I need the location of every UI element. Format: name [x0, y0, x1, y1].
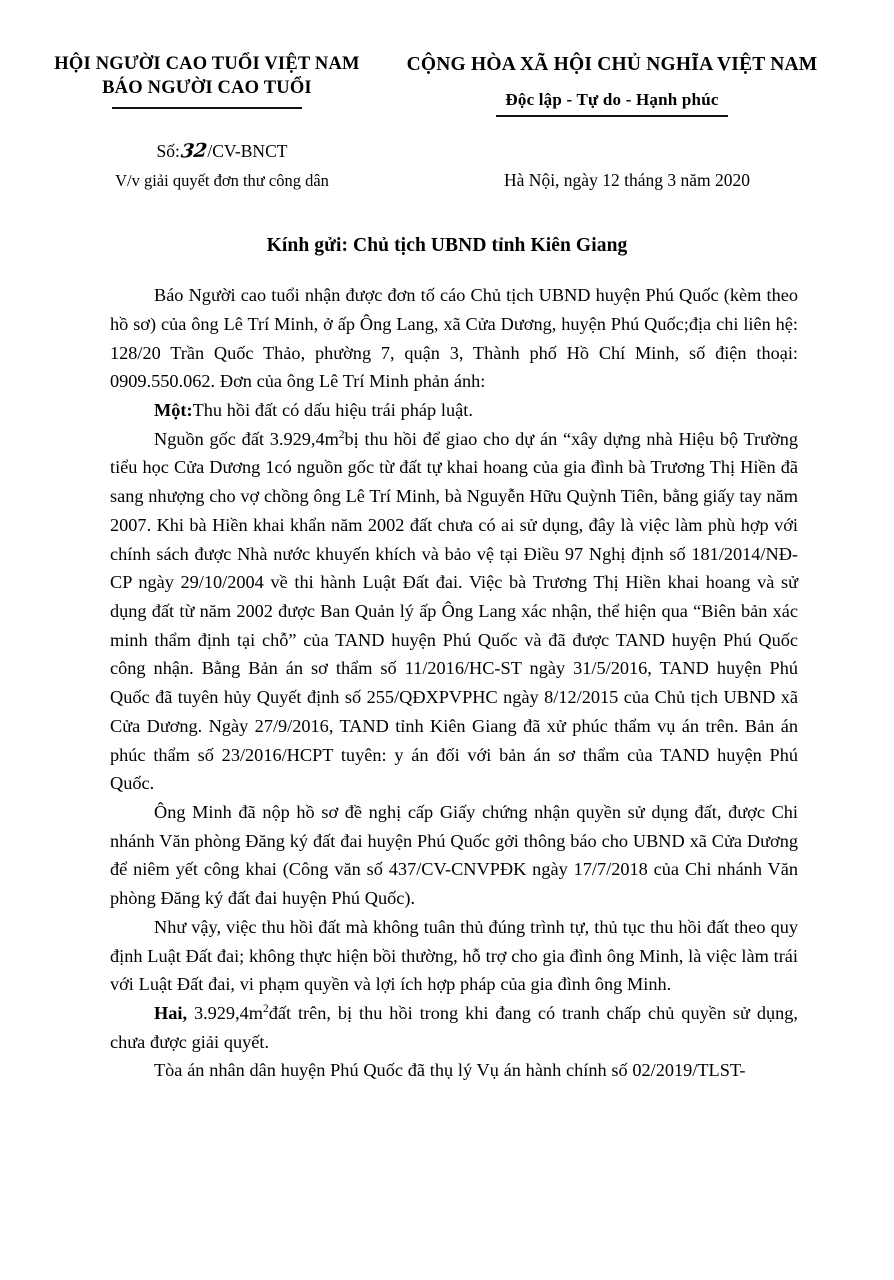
point-two-label: Hai, — [154, 1003, 188, 1024]
square-meter-superscript-two: 2 — [263, 1002, 269, 1015]
organization-underline — [112, 107, 302, 109]
issuing-organization — [42, 52, 372, 109]
land-origin-text-b: bị thu hồi để giao cho dự án “xây dựng nhà Hiệu bộ Trường tiểu học Cửa Dương 1có nguồn gốc từ đất tự khai hoang của gia đình bà Trương Thị Hiền đã sang nhượng cho vợ chồng ông Lê Trí Minh, bà Nguyễn Hữu Quỳnh Tiên, bằng giấy tay năm 2007. Khi bà Hiền khai khẩn năm 2002 đất chưa có ai sử dụng, đây là việc làm phù hợp với chính sách được Nhà nước khuyến khích và bảo vệ tại Điều 97 Nghị định số 181/2014/NĐ-CP ngày 29/10/2004 về thi hành Luật Đất đai. Việc bà Trương Thị Hiền khai hoang và sử dụng đất từ năm 2002 được Ban Quản lý ấp Ông Lang xác nhận, thể hiện qua “Biên bản xác minh thẩm định tại chỗ” của TAND huyện Phú Quốc và đã được TAND huyện Phú Quốc công nhận. Bằng Bản án sơ thẩm số 11/2016/HC-ST ngày 31/5/2016, TAND huyện Phú Quốc đã tuyên hủy Quyết định số 255/QĐXPVPHC ngày 8/12/2015 của Chủ tịch UBND xã Cửa Dương. Ngày 27/9/2016, TAND tỉnh Kiên Giang đã xử phúc thẩm vụ án trên. Bản án phúc thẩm số 23/2016/HCPT tuyên: y án đối với bản án sơ thẩm của TAND huyện Phú Quốc. — [110, 428, 799, 794]
paragraph-court-case: Tòa án nhân dân huyện Phú Quốc đã thụ lý Vụ án hành chính số 02/2019/TLST- — [154, 1060, 746, 1081]
reference-left — [42, 139, 402, 192]
point-one-text: Thu hồi đất có dấu hiệu trái pháp luật. — [192, 399, 473, 420]
point-one-label: Một: — [154, 399, 193, 420]
document-subject: V/v giải quyết đơn thư công dân — [115, 171, 329, 191]
document-number-label: Số: — [156, 141, 180, 162]
square-meter-superscript: 2 — [338, 428, 345, 441]
motto-underline — [496, 115, 728, 117]
land-origin-text-a: Nguồn gốc đất 3.929,4m — [154, 428, 339, 449]
point-two-text-a: 3.929,4m — [187, 1003, 264, 1024]
document-body — [0, 257, 894, 1085]
paragraph-point-two — [110, 999, 798, 1056]
country-name: CỘNG HÒA XÃ HỘI CHỦ NGHĨA VIỆT NAM — [406, 54, 818, 75]
document-number-handwritten: 32 — [179, 140, 208, 163]
organization-name: BÁO NGƯỜI CAO TUỔI — [102, 78, 312, 99]
point-two-text-b: đất trên, bị thu hồi trong khi đang có tranh chấp chủ quyền sử dụng, chưa được giải quyết. — [110, 1003, 798, 1052]
place-and-date: Hà Nội, ngày 12 tháng 3 năm 2020 — [504, 170, 750, 191]
document-header — [0, 0, 894, 117]
national-motto: Độc lập - Tự do - Hạnh phúc — [505, 90, 719, 110]
paragraph-conclusion: Như vậy, việc thu hồi đất mà không tuân thủ đúng trình tự, thủ tục thu hồi đất theo quy định Luật Đất đai; không thực hiện bồi thường, hỗ trợ cho gia đình ông Minh, là việc làm trái với Luật Đất đai, vi phạm quyền và lợi ích hợp pháp của gia đình ông Minh. — [110, 916, 798, 995]
reference-right — [402, 139, 852, 193]
paragraph-certificate-application: Ông Minh đã nộp hồ sơ đề nghị cấp Giấy chứng nhận quyền sử dụng đất, được Chi nhánh Văn phòng Đăng ký đất đai huyện Phú Quốc gởi thông báo cho UBND xã Cửa Dương để niêm yết công khai (Công văn số 437/CV-CNVPĐK ngày 17/7/2018 của Chi nhánh Văn phòng Đăng ký đất đai huyện Phú Quốc). — [110, 802, 798, 909]
addressee-line: Kính gửi: Chủ tịch UBND tỉnh Kiên Giang — [266, 235, 628, 257]
document-number-suffix: /CV-BNCT — [207, 141, 288, 162]
paragraph-intro: Báo Người cao tuổi nhận được đơn tố cáo Chủ tịch UBND huyện Phú Quốc (kèm theo hồ sơ) của ông Lê Trí Minh, ở ấp Ông Lang, xã Cửa Dương, huyện Phú Quốc;địa chi liên hệ: 128/20 Trần Quốc Thảo, phường 7, quận 3, Thành phố Hồ Chí Minh, số điện thoại: 0909.550.062. Đơn của ông Lê Trí Minh phản ánh: — [110, 285, 798, 392]
document-number-line — [42, 139, 402, 165]
reference-block — [0, 117, 894, 193]
paragraph-point-one — [110, 396, 798, 425]
organization-parent-name: HỘI NGƯỜI CAO TUỔI VIỆT NAM — [54, 54, 360, 74]
paragraph-land-origin — [110, 425, 798, 798]
national-heading — [372, 52, 852, 117]
